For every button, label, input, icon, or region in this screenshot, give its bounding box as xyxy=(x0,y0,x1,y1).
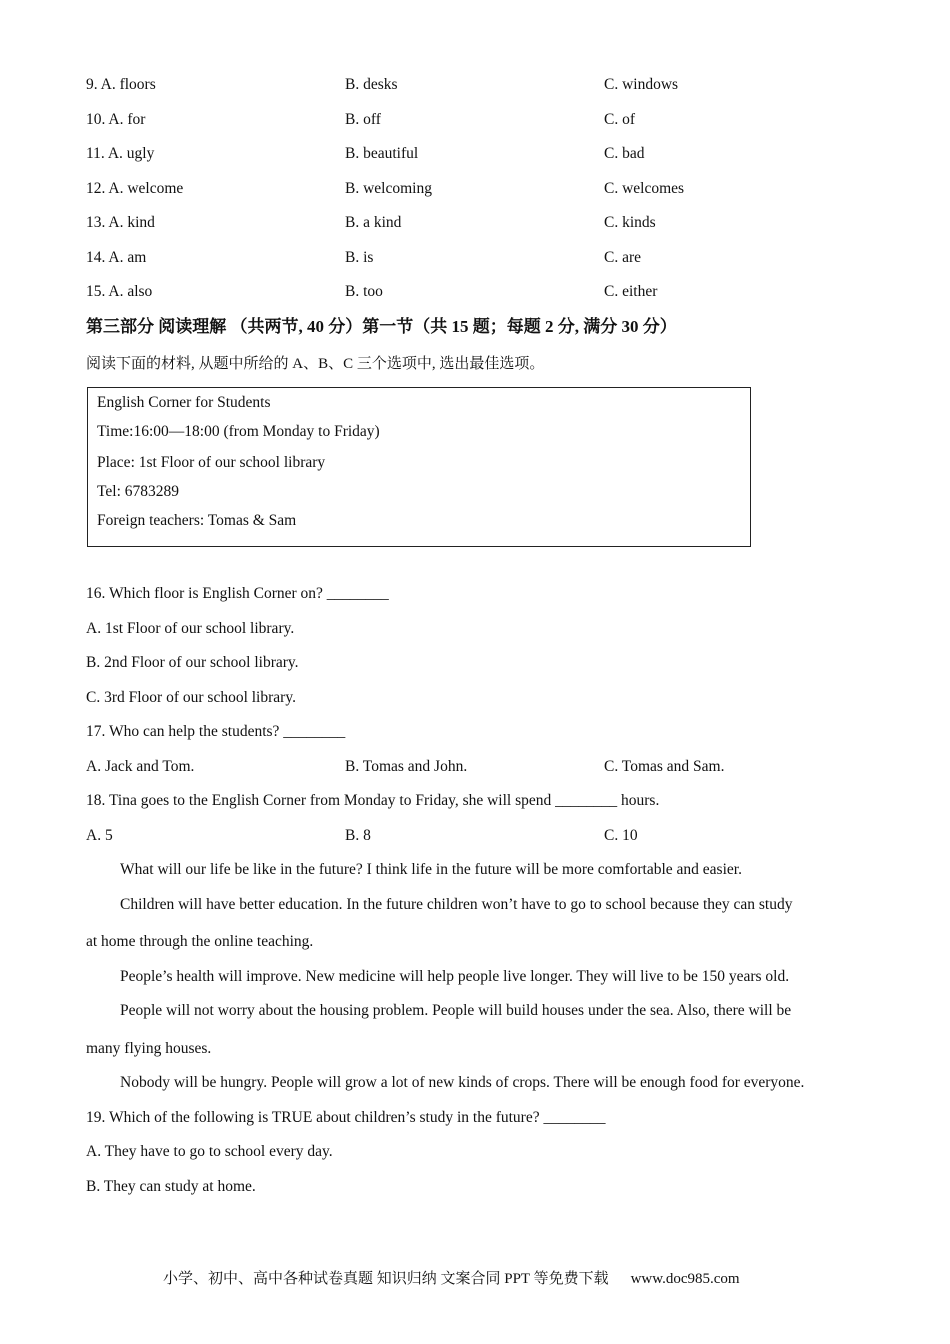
option-c: C. either xyxy=(604,283,658,300)
passage-line: People will not worry about the housing problem. People will build houses under the sea. Also, there will be xyxy=(120,1002,792,1019)
question-19: 19. Which of the following is TRUE about children’s study in the future? ________ xyxy=(86,1109,606,1126)
question-16: 16. Which floor is English Corner on? ________ xyxy=(86,585,389,602)
option-c: C. welcomes xyxy=(604,180,685,197)
notice-title: English Corner for Students xyxy=(97,394,271,411)
option-b: B. is xyxy=(345,249,374,266)
option-b: B. too xyxy=(345,283,383,300)
option-a: 12. A. welcome xyxy=(86,180,184,197)
passage-line: What will our life be like in the future? I think life in the future will be more comfortable and easier. xyxy=(120,861,742,878)
option-b: B. off xyxy=(345,111,381,128)
option-a: 10. A. for xyxy=(86,111,146,128)
footer xyxy=(163,1270,740,1288)
option-c: C. 10 xyxy=(604,827,638,844)
option-b: B. beautiful xyxy=(345,145,419,162)
instruction: 阅读下面的材料, 从题中所给的 A、B、C 三个选项中, 选出最佳选项。 xyxy=(86,356,545,372)
option-a: 9. A. floors xyxy=(86,76,156,93)
option-b: B. They can study at home. xyxy=(86,1178,256,1195)
option-c: C. kinds xyxy=(604,214,656,231)
option-b: B. welcoming xyxy=(345,180,432,197)
option-a: 13. A. kind xyxy=(86,214,155,231)
passage-line: many flying houses. xyxy=(86,1040,212,1057)
option-c: C. Tomas and Sam. xyxy=(604,758,725,775)
notice-place: Place: 1st Floor of our school library xyxy=(97,454,326,471)
option-b: B. desks xyxy=(345,76,398,93)
option-c: C. are xyxy=(604,249,642,266)
option-a: A. 1st Floor of our school library. xyxy=(86,620,295,637)
footer-url[interactable]: www.doc985.com xyxy=(630,1271,740,1287)
option-c: C. of xyxy=(604,111,635,128)
option-c: C. windows xyxy=(604,76,679,93)
passage-line: People’s health will improve. New medicine will help people live longer. They will live to be 150 years old. xyxy=(120,968,790,985)
option-b: B. 2nd Floor of our school library. xyxy=(86,654,299,671)
option-c: C. 3rd Floor of our school library. xyxy=(86,689,296,706)
option-b: B. 8 xyxy=(345,827,371,844)
option-b: B. a kind xyxy=(345,214,402,231)
option-b: B. Tomas and John. xyxy=(345,758,468,775)
option-a: 11. A. ugly xyxy=(86,145,155,162)
passage-line: Children will have better education. In the future children won’t have to go to school because they can study xyxy=(120,896,793,913)
option-a: A. Jack and Tom. xyxy=(86,758,195,775)
passage-line: Nobody will be hungry. People will grow a lot of new kinds of crops. There will be enough food for everyone. xyxy=(120,1074,805,1091)
option-a: A. They have to go to school every day. xyxy=(86,1143,333,1160)
notice-teachers: Foreign teachers: Tomas & Sam xyxy=(97,512,297,529)
option-a: A. 5 xyxy=(86,827,113,844)
option-a: 15. A. also xyxy=(86,283,153,300)
question-17: 17. Who can help the students? ________ xyxy=(86,723,346,740)
section-heading: 第三部分 阅读理解 （共两节, 40 分）第一节（共 15 题；每题 2 分, 满分 30 分） xyxy=(86,317,677,336)
option-c: C. bad xyxy=(604,145,645,162)
notice-tel: Tel: 6783289 xyxy=(97,483,180,500)
option-a: 14. A. am xyxy=(86,249,147,266)
passage-line: at home through the online teaching. xyxy=(86,933,314,950)
notice-time: Time:16:00—18:00 (from Monday to Friday) xyxy=(97,423,380,440)
question-18: 18. Tina goes to the English Corner from Monday to Friday, she will spend ________ hours. xyxy=(86,792,660,809)
footer-text: 小学、初中、高中各种试卷真题 知识归纳 文案合同 PPT 等免费下载 xyxy=(163,1271,609,1287)
